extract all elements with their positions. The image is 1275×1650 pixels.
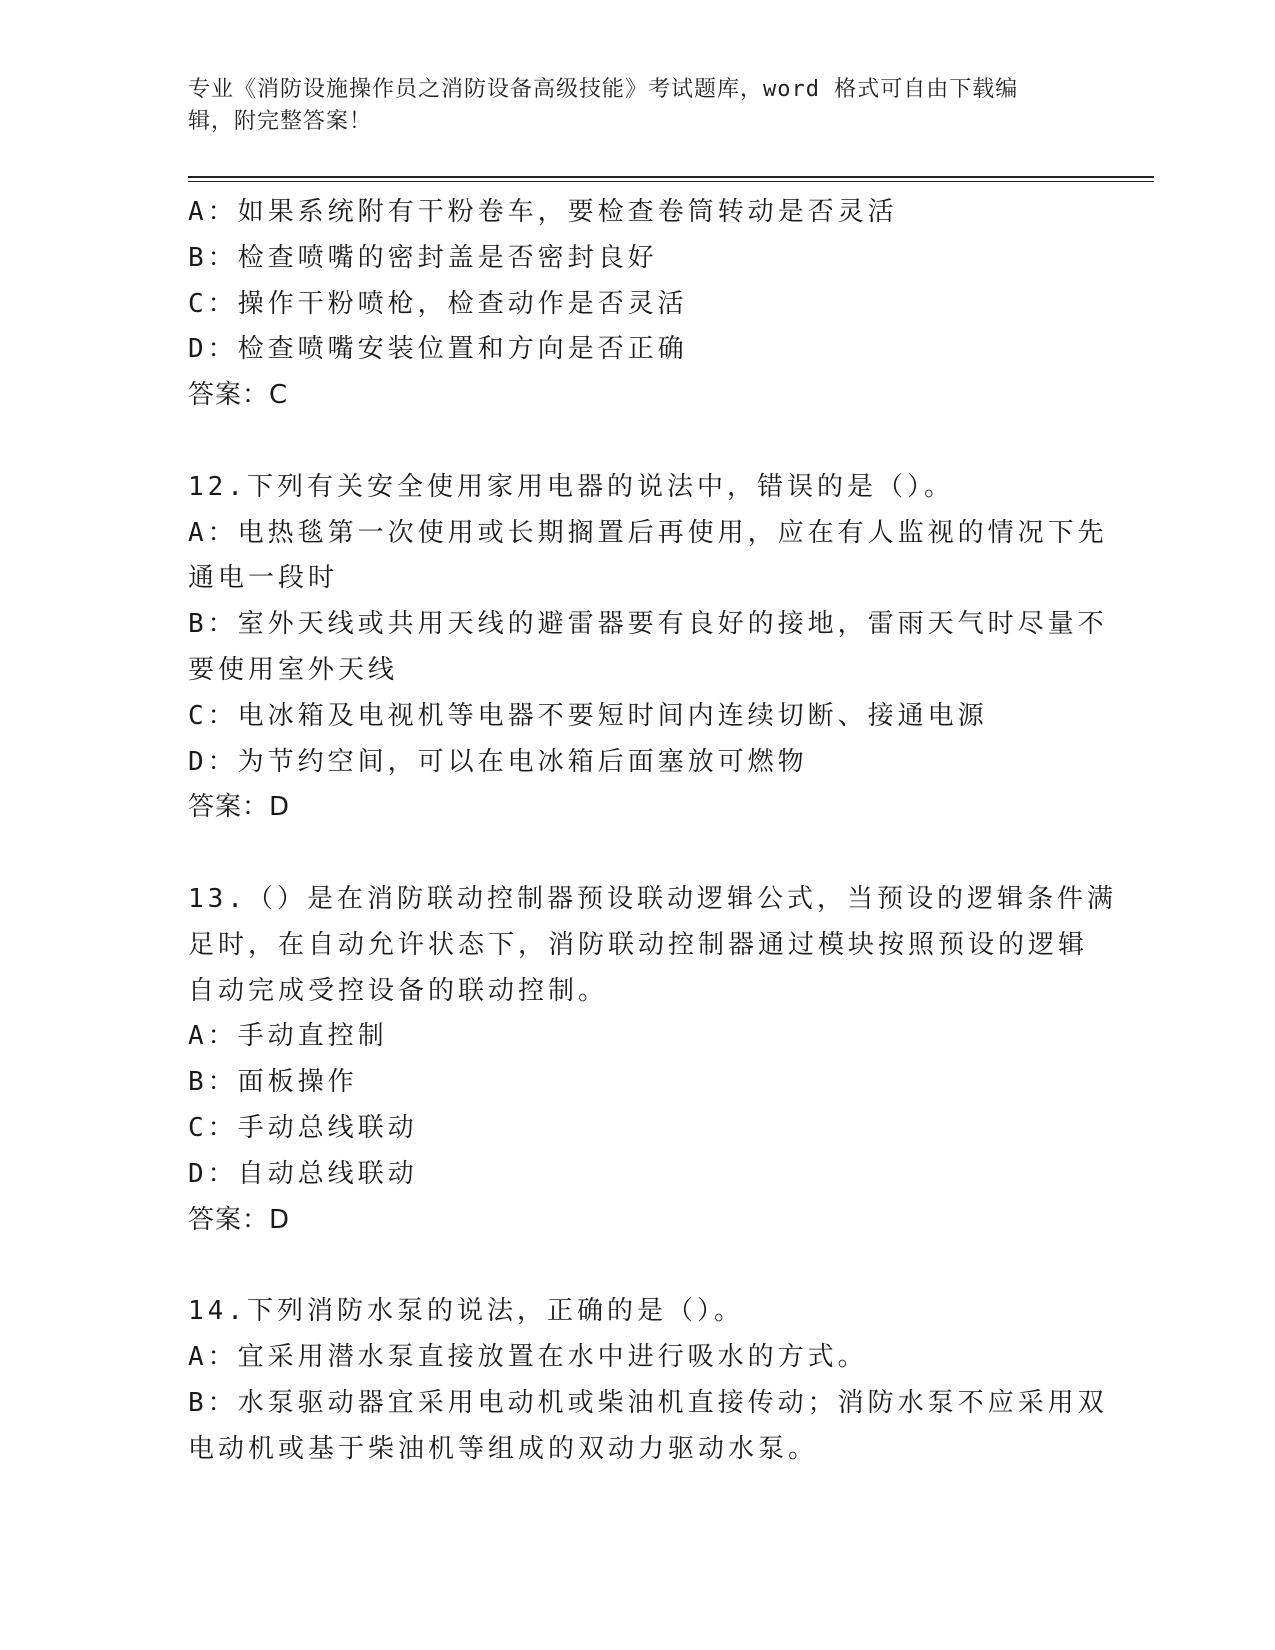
option-b: B：室外天线或共用天线的避雷器要有良好的接地，雷雨天气时尽量不 — [188, 609, 1108, 640]
question-14 — [188, 1289, 1108, 1472]
spacer — [188, 1243, 1088, 1289]
answer-label: 答案：D — [188, 792, 291, 823]
option-d: D：为节约空间，可以在电冰箱后面塞放可燃物 — [188, 746, 808, 777]
option-d: D：自动总线联动 — [188, 1158, 418, 1189]
option-b: B：水泵驱动器宜采用电动机或柴油机直接传动；消防水泵不应采用双 — [188, 1387, 1108, 1418]
document-header — [188, 74, 1078, 138]
option-c: C：手动总线联动 — [188, 1112, 418, 1143]
option-a: A：手动直控制 — [188, 1021, 388, 1052]
question-stem-continued: 自动完成受控设备的联动控制。 — [188, 975, 609, 1006]
option-b-continued: 电动机或基于柴油机等组成的双动力驱动水泵。 — [188, 1433, 819, 1464]
option-a: A：如果系统附有干粉卷车，要检查卷筒转动是否灵活 — [188, 197, 898, 227]
question-12 — [188, 465, 1108, 831]
option-c: C：电冰箱及电视机等电器不要短时间内连续切断、接通电源 — [188, 700, 988, 731]
answer-label: 答案：C — [188, 380, 289, 411]
option-b-continued: 要使用室外天线 — [188, 654, 399, 685]
question-11-continued — [188, 190, 1088, 419]
header-line-1: 专业《消防设施操作员之消防设备高级技能》考试题库，word 格式可自由下载编 — [188, 77, 1019, 102]
spacer — [188, 419, 1088, 465]
option-a: A：电热毯第一次使用或长期搁置后再使用，应在有人监视的情况下先 — [188, 517, 1108, 548]
question-stem: 13.（）是在消防联动控制器预设联动逻辑公式，当预设的逻辑条件满 — [188, 883, 1117, 914]
option-a: A：宜采用潜水泵直接放置在水中进行吸水的方式。 — [188, 1341, 868, 1372]
header-divider-thin — [188, 181, 1154, 182]
header-divider-thick — [188, 176, 1154, 178]
option-a-continued: 通电一段时 — [188, 563, 339, 594]
answer-label: 答案：D — [188, 1204, 291, 1235]
question-13 — [188, 877, 1117, 1243]
spacer — [188, 831, 1088, 877]
question-stem: 12.下列有关安全使用家用电器的说法中，错误的是（）。 — [188, 471, 954, 502]
option-b: B：面板操作 — [188, 1067, 358, 1098]
option-c: C：操作干粉喷枪，检查动作是否灵活 — [188, 288, 688, 319]
question-stem: 14.下列消防水泵的说法，正确的是（）。 — [188, 1296, 744, 1327]
header-line-2: 辑，附完整答案！ — [188, 109, 373, 134]
option-b: B：检查喷嘴的密封盖是否密封良好 — [188, 242, 658, 273]
question-content — [188, 190, 1117, 1472]
option-d: D：检查喷嘴安装位置和方向是否正确 — [188, 334, 688, 365]
question-stem-continued: 足时，在自动允许状态下，消防联动控制器通过模块按照预设的逻辑 — [188, 929, 1089, 960]
